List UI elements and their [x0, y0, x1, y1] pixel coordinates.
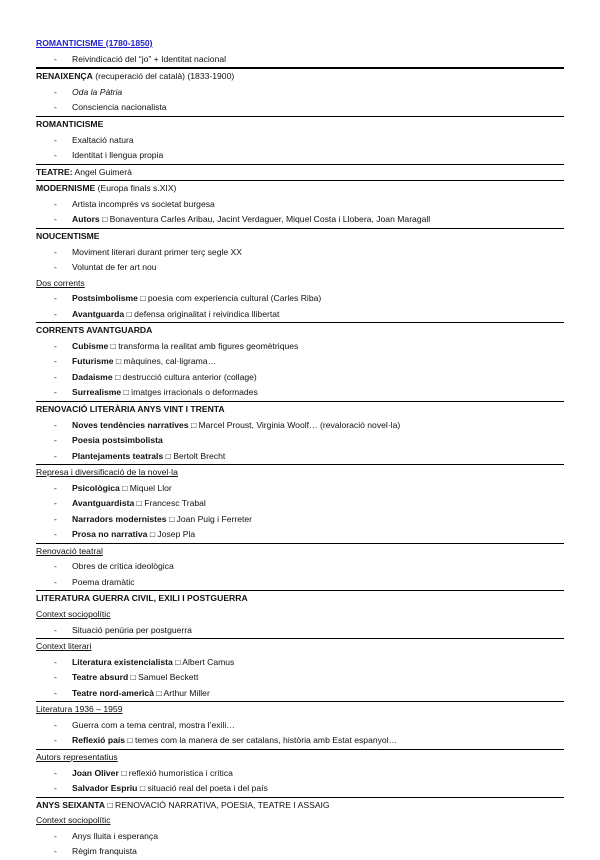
bold-term: Cubisme [72, 340, 109, 351]
list-item [36, 670, 564, 686]
dash-bullet: - [54, 561, 57, 572]
list-item [36, 100, 564, 116]
bold-term: Literatura existencialista [72, 656, 173, 667]
dash-bullet: - [54, 214, 57, 225]
dash-bullet: - [54, 830, 57, 841]
bold-term: Dadaisme [72, 371, 113, 382]
line-text: □ defensa originalitat i reivindica llibertat [124, 308, 280, 319]
line-text: □ Miquel Llor [119, 482, 172, 493]
list-item [36, 559, 564, 575]
dash-bullet: - [54, 419, 57, 430]
dash-bullet: - [54, 371, 57, 382]
line-text: Guerra com a tema central, mostra l’exili… [72, 719, 235, 730]
section-heading [36, 401, 564, 418]
line-text: □ Marcel Proust, Virginia Woolf… (revaloració novel·la) [188, 419, 401, 430]
bold-term: Poesia postsimbolista [72, 435, 163, 445]
dash-bullet: - [54, 53, 57, 64]
dash-bullet: - [54, 134, 57, 145]
bold-term: ANYS SEIXANTA [36, 799, 106, 810]
list-item [36, 370, 564, 386]
list-item [36, 85, 564, 101]
list-item [36, 212, 564, 228]
dash-bullet: - [54, 387, 57, 398]
bold-term: RENAIXENÇA [36, 71, 93, 82]
line-text: Identitat i llengua propia [72, 150, 164, 161]
dash-bullet: - [54, 308, 57, 319]
dash-bullet: - [54, 356, 57, 367]
line-text: Autors representatius [36, 751, 118, 762]
bold-term: Futurisme [72, 356, 114, 367]
section-heading [36, 797, 564, 814]
list-item [36, 339, 564, 355]
line-text: □ Francesc Trabal [134, 498, 206, 509]
line-text: □ temes com la manera de ser catalans, història amb Estat espanyol… [125, 735, 398, 746]
dash-bullet: - [54, 198, 57, 209]
bold-term: Salvador Espriu [72, 783, 138, 794]
bold-term: Avantguarda [72, 308, 125, 319]
dash-bullet: - [54, 719, 57, 730]
line-text: Literatura 1936 – 1959 [36, 704, 123, 715]
document [36, 36, 564, 860]
line-text: Anys lluita i esperança [72, 830, 158, 841]
dash-bullet: - [54, 340, 57, 351]
line-text: Consciencia nacionalista [72, 102, 167, 113]
section-heading [36, 180, 564, 197]
line-text: Oda la Pàtria [72, 86, 123, 97]
bold-term: ROMANTICISME [36, 118, 104, 129]
bold-term: Plantejaments teatrals [72, 450, 164, 461]
line-text: Represa i diversificació de la novel·la [36, 467, 178, 477]
line-text: Context literari [36, 641, 92, 652]
dash-bullet: - [54, 783, 57, 794]
bold-term: TEATRE: [36, 166, 73, 177]
line-text: □ Arthur Miller [154, 687, 210, 698]
subheading [36, 276, 564, 292]
subheading [36, 813, 564, 829]
dash-bullet: - [54, 767, 57, 778]
dash-bullet: - [54, 435, 57, 445]
dash-bullet: - [54, 246, 57, 257]
line-text: Context sociopolític [36, 815, 111, 826]
list-item [36, 449, 564, 465]
list-item [36, 686, 564, 702]
list-item [36, 512, 564, 528]
subheading [36, 607, 564, 623]
line-text: □ transforma la realitat amb figures geomètriques [108, 340, 299, 351]
line-text: □ imatges irracionals o deformades [121, 387, 258, 398]
dash-bullet: - [54, 846, 57, 857]
bold-term: Teatre absurd [72, 672, 129, 683]
section-heading [36, 116, 564, 133]
section-heading [36, 164, 564, 181]
line-text: □ Samuel Beckett [128, 672, 199, 683]
list-item [36, 527, 564, 543]
list-item [36, 844, 564, 860]
dash-bullet: - [54, 482, 57, 493]
bold-term: MODERNISME [36, 183, 96, 194]
list-item [36, 655, 564, 671]
line-text: □ Joan Puig i Ferreter [166, 513, 253, 524]
line-text: □ Bonaventura Carles Aribau, Jacint Verdaguer, Miquel Costa i Llobera, Joan Maragall [99, 214, 431, 225]
list-item [36, 496, 564, 512]
dash-bullet: - [54, 150, 57, 161]
line-text: □ Josep Pla [147, 529, 196, 540]
dash-bullet: - [54, 687, 57, 698]
bold-term: Joan Oliver [72, 767, 119, 778]
section-heading [36, 543, 564, 560]
section-heading [36, 749, 564, 766]
bold-term: NOUCENTISME [36, 230, 100, 241]
line-text: Voluntat de fer art nou [72, 262, 157, 273]
list-item [36, 829, 564, 845]
list-item [36, 623, 564, 639]
list-item [36, 781, 564, 797]
list-item [36, 148, 564, 164]
line-text: Artista incomprés vs societat burgesa [72, 198, 215, 209]
line-text: Renovació teatral [36, 545, 103, 556]
list-item [36, 307, 564, 323]
line-text: Exaltació natura [72, 134, 134, 145]
dash-bullet: - [54, 672, 57, 683]
bold-term: Reflexió país [72, 735, 126, 746]
list-item [36, 133, 564, 149]
line-text: Moviment literari durant primer terç segle XX [72, 246, 243, 257]
line-text: □ poesia com experiencia cultural (Carles Riba) [137, 293, 322, 304]
bold-term: Narradors modernistes [72, 513, 167, 524]
section-heading [36, 701, 564, 718]
bold-term: LITERATURA GUERRA CIVIL, EXILI I POSTGUERRA [36, 593, 248, 604]
section-heading [36, 67, 564, 85]
list-item [36, 385, 564, 401]
line-text: (Europa finals s.XIX) [95, 183, 177, 194]
dash-bullet: - [54, 513, 57, 524]
line-text: □ RENOVACIÓ NARRATIVA, POESIA, TEATRE I ASSAIG [105, 799, 330, 810]
dash-bullet: - [54, 529, 57, 540]
list-item [36, 575, 564, 591]
dash-bullet: - [54, 624, 57, 635]
list-item [36, 354, 564, 370]
bold-term: RENOVACIÓ LITERÀRIA ANYS VINT I TRENTA [36, 403, 225, 414]
line-text: □ Albert Camus [172, 656, 235, 667]
line-text: Poema dramàtic [72, 576, 135, 587]
dash-bullet: - [54, 102, 57, 113]
bold-term: Prosa no narrativa [72, 529, 148, 540]
line-text: □ Bertolt Brecht [163, 450, 226, 461]
dash-bullet: - [54, 86, 57, 97]
dash-bullet: - [54, 262, 57, 273]
line-text: Situació penúria per postguerra [72, 624, 192, 635]
dash-bullet: - [54, 450, 57, 461]
section-heading [36, 228, 564, 245]
line-text: (recuperació del català) (1833-1900) [92, 71, 235, 82]
list-item [36, 718, 564, 734]
dash-bullet: - [54, 293, 57, 304]
line-text: □ màquines, cal·ligrama… [113, 356, 217, 367]
line-text: □ destrucció cultura anterior (collage) [112, 371, 257, 382]
list-item [36, 245, 564, 261]
line-text: Context sociopolític [36, 609, 111, 620]
bold-term: Psicològica [72, 482, 120, 493]
section-heading [36, 638, 564, 655]
section-heading [36, 464, 564, 481]
bold-term: Noves tendències narratives [72, 419, 189, 430]
list-item [36, 52, 564, 68]
list-item [36, 197, 564, 213]
bold-term: Postsimbolisme [72, 293, 138, 304]
list-item [36, 481, 564, 497]
dash-bullet: - [54, 735, 57, 746]
line-text: ROMANTICISME (1780-1850) [36, 38, 153, 48]
section-heading [36, 322, 564, 339]
bold-term: Surrealisme [72, 387, 122, 398]
dash-bullet: - [54, 576, 57, 587]
list-item [36, 260, 564, 276]
bold-term: CORRENTS AVANTGUARDA [36, 325, 153, 336]
dash-bullet: - [54, 656, 57, 667]
bold-term: Autors [72, 214, 100, 225]
line-text: Dos corrents [36, 277, 85, 288]
line-text: Règim franquista [72, 846, 137, 857]
line-text: Angel Guimerà [72, 166, 132, 177]
list-item [36, 418, 564, 434]
line-text: □ reflexió humorística i crítica [118, 767, 233, 778]
line-text: □ situació real del poeta i del país [137, 783, 268, 794]
line-text: Reivindicació del “jo” + Identitat nacional [72, 53, 227, 64]
list-item [36, 291, 564, 307]
list-item [36, 733, 564, 749]
bold-term: Teatre nord-americà [72, 687, 154, 698]
line-text: Obres de crítica ideològica [72, 561, 174, 572]
list-item [36, 433, 564, 449]
section-heading[interactable] [36, 36, 564, 52]
list-item [36, 766, 564, 782]
dash-bullet: - [54, 498, 57, 509]
bold-term: Avantguardista [72, 498, 135, 509]
section-heading [36, 590, 564, 607]
